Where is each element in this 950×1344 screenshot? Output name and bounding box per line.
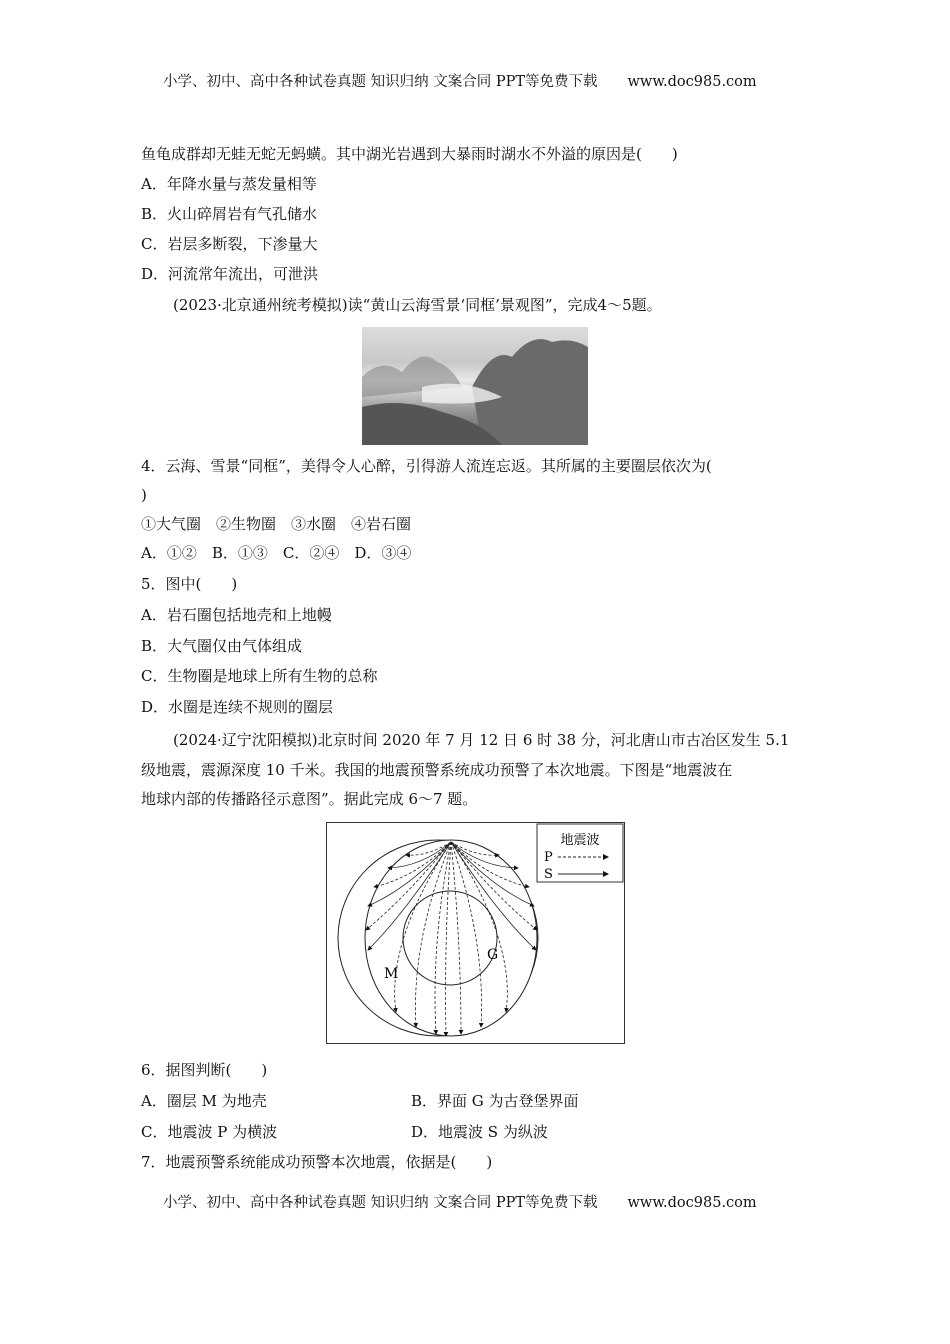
q5-stem: 5．图中( ) — [141, 575, 238, 593]
label-g: G — [487, 947, 499, 963]
q4-stem: 4．云海、雪景“同框”，美得令人心醉，引得游人流连忘返。其所属的主要圈层依次为( — [141, 457, 712, 475]
q6-option-c: C．地震波 P 为横波 — [141, 1123, 278, 1141]
q6-option-d: D．地震波 S 为纵波 — [411, 1123, 548, 1141]
q4-options: A．①② B．①③ C．②④ D．③④ — [141, 544, 412, 562]
q3-stem: 鱼龟成群却无蛙无蛇无蚂蟥。其中湖光岩遇到大暴雨时湖水不外溢的原因是( ) — [141, 145, 678, 163]
footer-text: 小学、初中、高中各种试卷真题 知识归纳 文案合同 PPT等免费下载 — [163, 1195, 598, 1211]
q4-items: ①大气圈 ②生物圈 ③水圈 ④岩石圈 — [141, 515, 412, 533]
q6-stem: 6．据图判断( ) — [141, 1061, 268, 1079]
label-m: M — [384, 966, 399, 982]
intro-6-7-line3: 地球内部的传播路径示意图”。据此完成 6～7 题。 — [141, 790, 478, 808]
footer-url[interactable]: www.doc985.com — [627, 1195, 757, 1211]
legend-s: S — [544, 867, 553, 882]
q5-option-d: D．水圈是连续不规则的圈层 — [141, 698, 334, 716]
q3-option-a: A．年降水量与蒸发量相等 — [141, 175, 317, 193]
seismic-wave-diagram — [326, 822, 625, 1048]
q5-option-a: A．岩石圈包括地壳和上地幔 — [141, 606, 332, 624]
q3-option-d: D．河流常年流出，可泄洪 — [141, 265, 319, 283]
q7-stem: 7．地震预警系统能成功预警本次地震，依据是( ) — [141, 1153, 493, 1171]
q5-option-b: B．大气圈仅由气体组成 — [141, 637, 303, 655]
header-text: 小学、初中、高中各种试卷真题 知识归纳 文案合同 PPT等免费下载 — [163, 74, 598, 90]
q3-option-b: B．火山碎屑岩有气孔储水 — [141, 205, 318, 223]
q6-option-a: A．圈层 M 为地壳 — [141, 1092, 267, 1110]
legend-p: P — [544, 850, 553, 865]
huangshan-photo — [362, 327, 588, 445]
intro-4-5: (2023·北京通州统考模拟)读“黄山云海雪景‘同框’景观图”，完成4～5题。 — [173, 296, 662, 314]
intro-6-7-line1: (2024·辽宁沈阳模拟)北京时间 2020 年 7 月 12 日 6 时 38 分，河北唐山市古冶区发生 5.1 — [173, 731, 790, 749]
header-url[interactable]: www.doc985.com — [627, 74, 757, 90]
q4-stem-end: ) — [141, 486, 147, 504]
page-header — [163, 70, 757, 91]
page-footer — [163, 1191, 757, 1212]
q5-option-c: C．生物圈是地球上所有生物的总称 — [141, 667, 378, 685]
q3-option-c: C．岩层多断裂，下渗量大 — [141, 235, 318, 253]
legend-title: 地震波 — [560, 833, 600, 848]
intro-6-7-line2: 级地震，震源深度 10 千米。我国的地震预警系统成功预警了本次地震。下图是“地震波在 — [141, 761, 733, 779]
q6-option-b: B．界面 G 为古登堡界面 — [411, 1092, 579, 1110]
